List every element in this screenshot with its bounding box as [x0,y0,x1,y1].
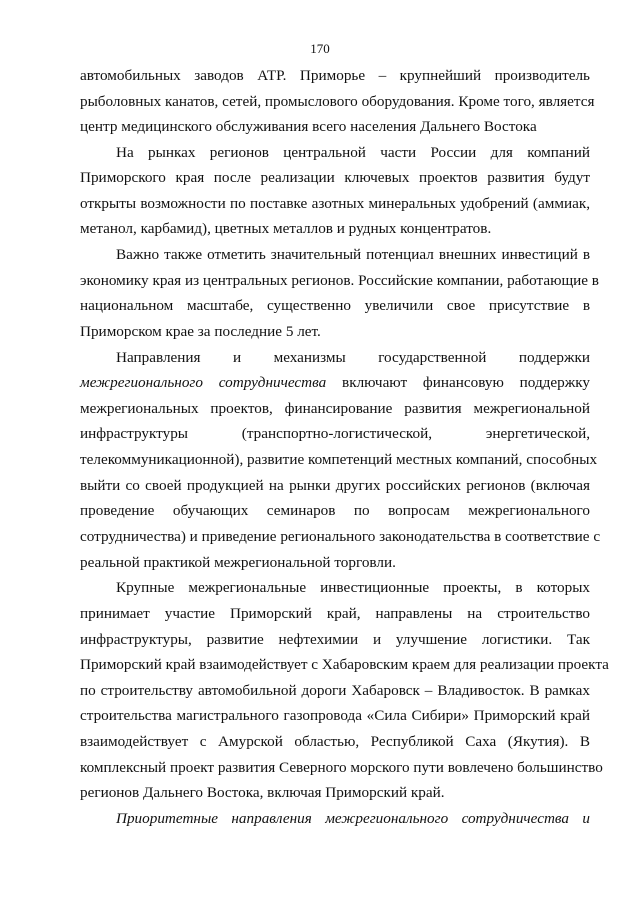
text-line: метанол, карбамид), цветных металлов и рудных концентратов. [80,220,492,237]
text-line: центр медицинского обслуживания всего населения Дальнего Востока [80,118,537,135]
italic-term: межрегионального сотрудничества [80,374,327,391]
text-line: автомобильных заводов АТР. Приморье – крупнейший производитель [80,67,590,84]
text-line: взаимодействует с Амурской областью, Республикой Саха (Якутия). В [80,733,590,750]
text-line: инфраструктуры, развитие нефтехимии и улучшение логистики. Так [80,631,590,648]
text-line: Направления и механизмы государственной поддержки [116,349,590,366]
text-line: Приморский край взаимодействует с Хабаровским краем для реализации проекта [80,656,609,673]
text-line: принимает участие Приморский край, направлены на строительство [80,605,590,622]
text-line: реальной практикой межрегиональной торговли. [80,554,396,571]
text-line: сотрудничества) и приведение регионального законодательства в соответствие с [80,528,601,545]
text-line: рыболовных канатов, сетей, промыслового оборудования. Кроме того, является [80,93,595,110]
text-line: выйти со своей продукцией на рынки других российских регионов (включая [80,477,590,494]
text-line: Приморского края после реализации ключевых проектов развития будут [80,169,590,186]
text-line: по строительству автомобильной дороги Хабаровск – Владивосток. В рамках [80,682,590,699]
text-line [80,373,590,392]
text-line: Крупные межрегиональные инвестиционные проекты, в которых [116,579,590,596]
text-line: национальном масштабе, существенно увеличили свое присутствие в [80,297,590,314]
text-line: строительства магистрального газопровода «Сила Сибири» Приморский край [80,707,590,724]
text-line: На рынках регионов центральной части России для компаний [116,144,590,161]
text-line: Приморском крае за последние 5 лет. [80,323,321,340]
section-heading-line: Приоритетные направления межрегионального сотрудничества и [116,810,590,827]
text-line: проведение обучающих семинаров по вопросам межрегионального [80,502,590,519]
text-line: комплексный проект развития Северного морского пути вовлечено большинство [80,759,603,776]
text-line: экономику края из центральных регионов. Российские компании, работающие в [80,272,599,289]
text-line: Важно также отметить значительный потенциал внешних инвестиций в [116,246,590,263]
text-line: открыты возможности по поставке азотных минеральных удобрений (аммиак, [80,195,590,212]
text-line: регионов Дальнего Востока, включая Приморский край. [80,784,445,801]
text-line: телекоммуникационной), развитие компетенций местных компаний, способных [80,451,598,468]
text-line: межрегиональных проектов, финансирование развития межрегиональной [80,400,590,417]
text-line: инфраструктуры (транспортно-логистической, энергетической, [80,425,590,442]
text-span: включают финансовую поддержку [326,374,590,391]
page-number: 170 [310,41,330,56]
